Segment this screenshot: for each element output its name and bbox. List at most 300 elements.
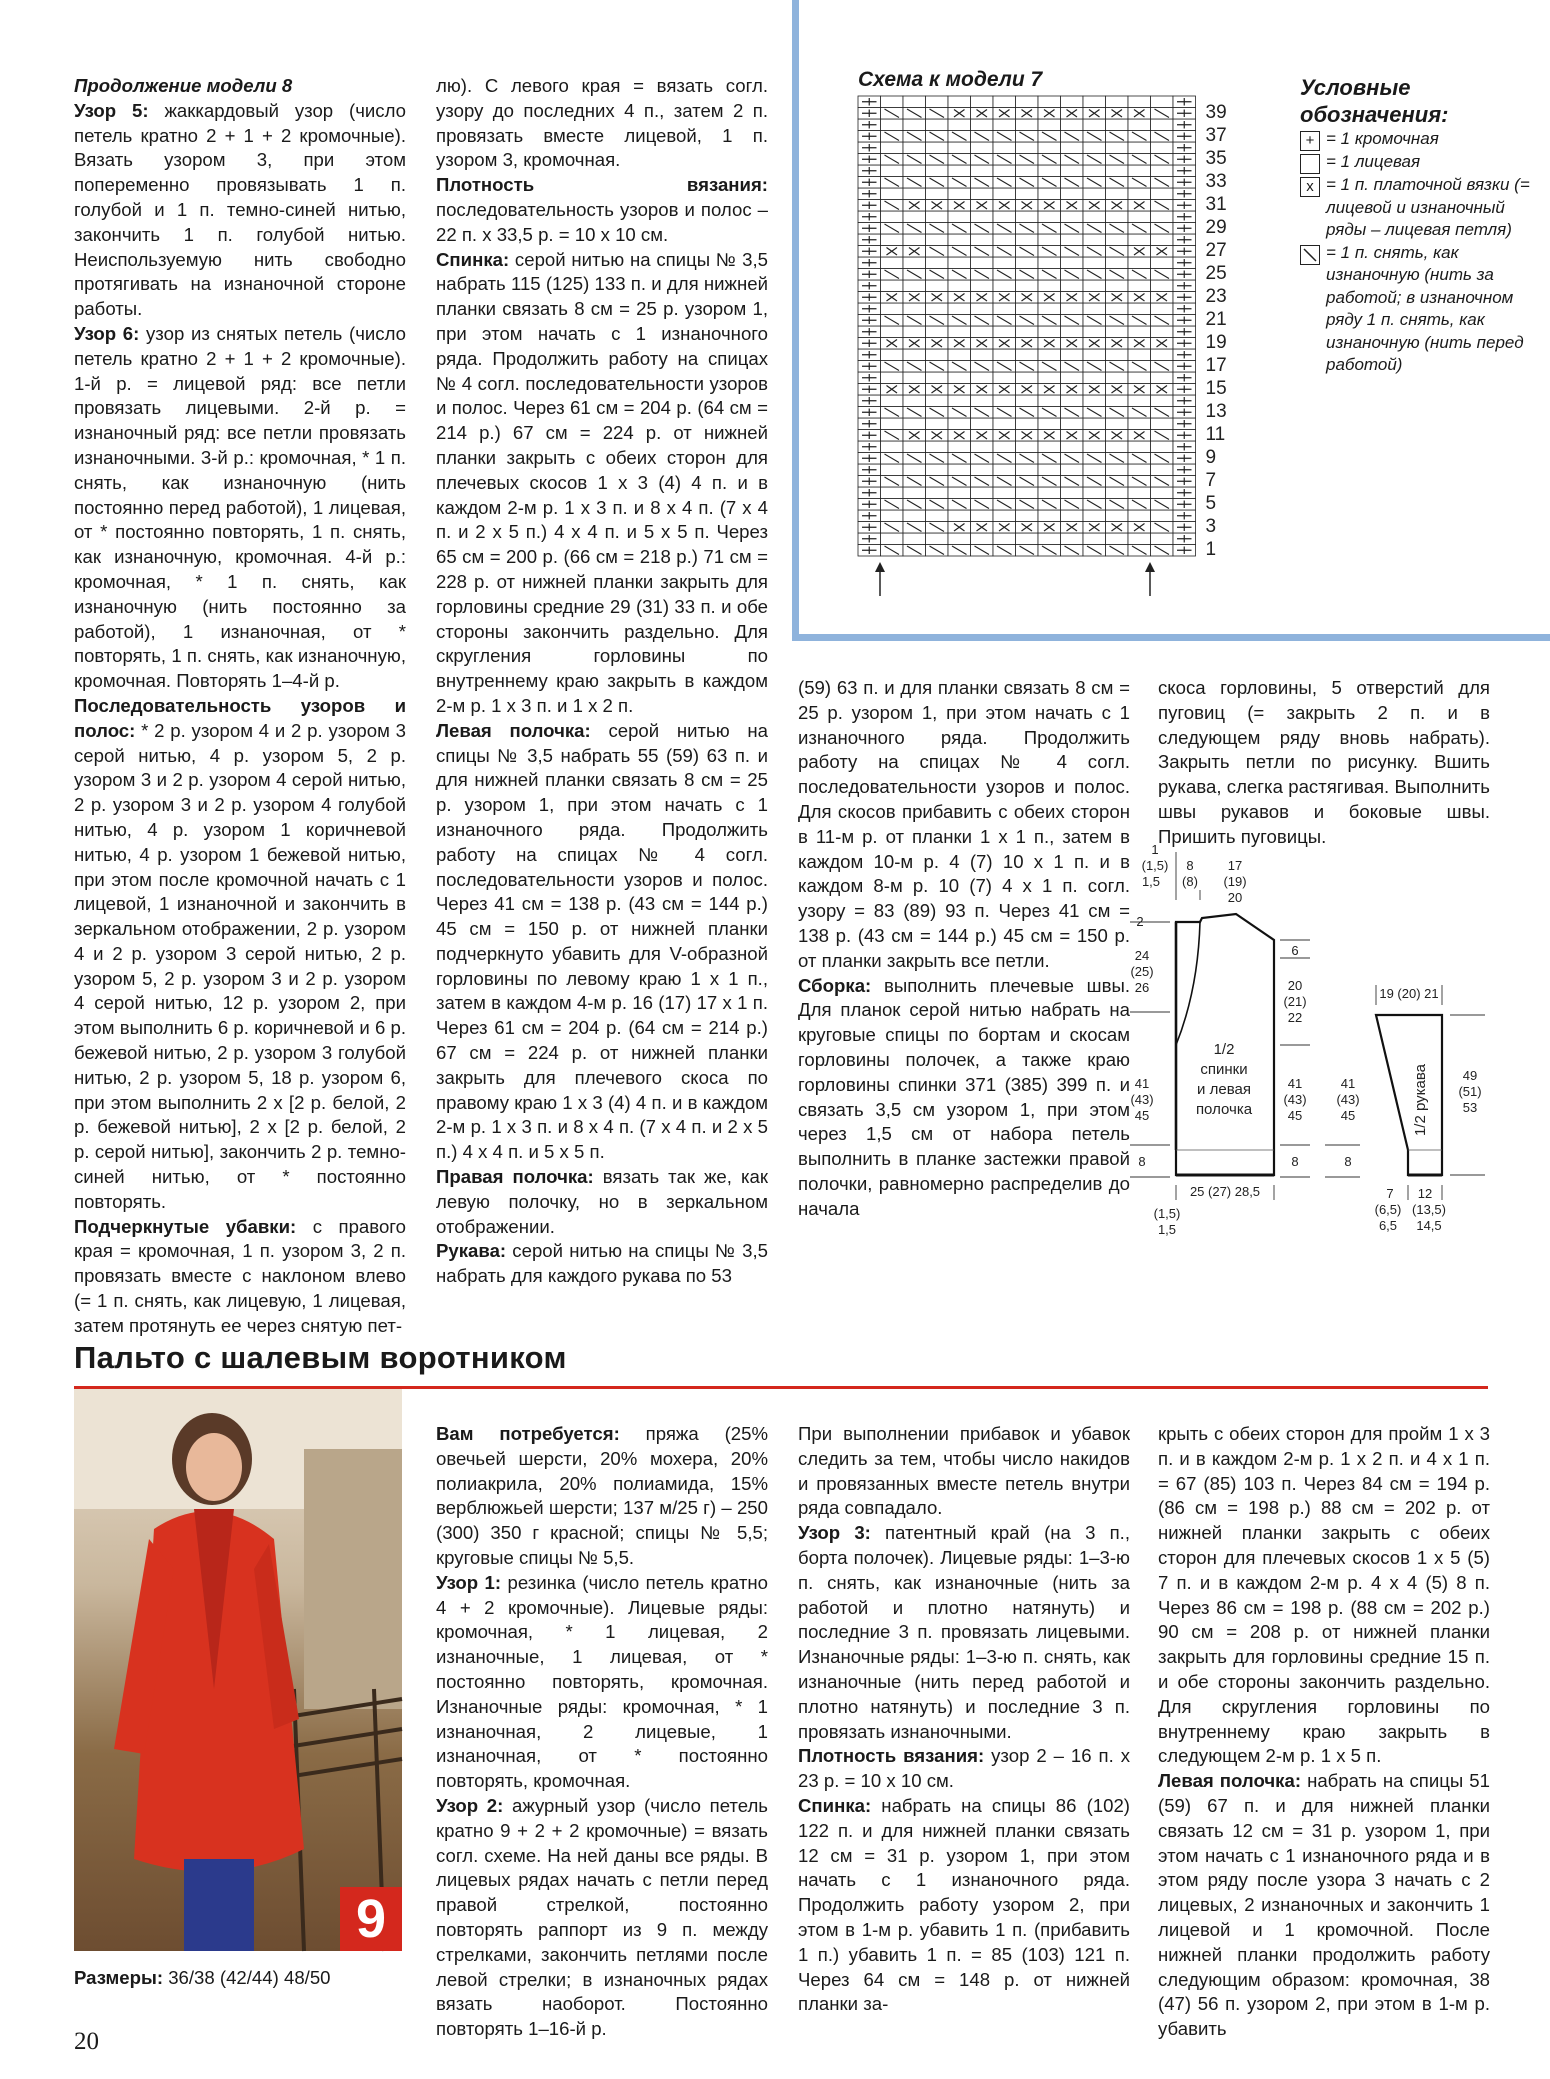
chart-cell xyxy=(1016,257,1039,269)
chart-cell xyxy=(1151,395,1174,407)
chart-cell xyxy=(1128,533,1151,545)
chart-cell xyxy=(881,165,904,177)
chart-cell xyxy=(1151,142,1174,154)
chart-cell xyxy=(1128,96,1151,108)
svg-text:19 (20) 21: 19 (20) 21 xyxy=(1379,986,1439,1001)
chart-cell xyxy=(1128,303,1151,315)
svg-text:12: 12 xyxy=(1417,1186,1433,1201)
chart-cell xyxy=(971,326,994,338)
chart-cell xyxy=(1038,142,1061,154)
chart-cell xyxy=(1061,142,1084,154)
chart-cell xyxy=(1061,280,1084,292)
chart-cell xyxy=(971,464,994,476)
chart-row-number: 19 xyxy=(1205,332,1227,353)
chart-cell xyxy=(993,510,1016,522)
chart-cell xyxy=(926,487,949,499)
chart-cell xyxy=(993,464,1016,476)
chart-row-number: 21 xyxy=(1205,309,1227,330)
chart-cell xyxy=(1016,142,1039,154)
chart-cell xyxy=(1151,464,1174,476)
chart-cell xyxy=(1038,257,1061,269)
chart-cell xyxy=(881,188,904,200)
chart-cell xyxy=(971,418,994,430)
chart-legend xyxy=(1300,74,1530,377)
svg-text:41: 41 xyxy=(1134,1076,1150,1091)
chart-cell xyxy=(993,188,1016,200)
chart-cell xyxy=(1106,280,1129,292)
chart-cell xyxy=(1038,165,1061,177)
chart-cell xyxy=(971,188,994,200)
chart-row-number: 37 xyxy=(1205,125,1227,146)
chart-cell xyxy=(1106,510,1129,522)
chart-cell xyxy=(948,280,971,292)
chart-cell xyxy=(881,349,904,361)
chart-cell xyxy=(926,280,949,292)
chart-cell xyxy=(1106,303,1129,315)
chart-cell xyxy=(1016,119,1039,131)
sleeve-outline xyxy=(1376,1015,1442,1175)
chart-cell xyxy=(1016,349,1039,361)
chart-cell xyxy=(903,510,926,522)
chart-cell xyxy=(971,142,994,154)
chart-cell xyxy=(1151,257,1174,269)
chart-cell xyxy=(1061,349,1084,361)
chart-cell xyxy=(881,280,904,292)
knit-symbol-icon xyxy=(1300,154,1320,174)
chart-cell xyxy=(926,349,949,361)
svg-text:6,5: 6,5 xyxy=(1378,1218,1398,1233)
chart-cell xyxy=(1038,441,1061,453)
chart-cell xyxy=(1061,165,1084,177)
svg-text:1: 1 xyxy=(1151,842,1159,857)
chart-cell xyxy=(903,372,926,384)
chart-cell xyxy=(1151,349,1174,361)
coat-column-1 xyxy=(436,1422,768,2042)
chart-row-number: 5 xyxy=(1205,493,1217,514)
svg-text:14,5: 14,5 xyxy=(1416,1218,1442,1233)
chart-cell xyxy=(881,303,904,315)
paragraph: Узор 2: ажурный узор (число петель кратно 9 + 2 + 2 кромочные) = вязать согл. схеме. На ней даны все ряды. В лицевых рядах начать с петли перед правой стрелкой, постоянно повторять раппорт из 9 п. между стрелками, закончить петлями после левой стрелки; в изнаночных рядах вязать наоборот. Постоянно повторять 1–16-й р. xyxy=(436,1794,768,2040)
chart-cell xyxy=(971,165,994,177)
chart-cell xyxy=(1151,326,1174,338)
chart-row-number: 1 xyxy=(1205,539,1217,560)
svg-text:(43): (43) xyxy=(1283,1092,1307,1107)
chart-cell xyxy=(1038,280,1061,292)
chart-cell xyxy=(1128,487,1151,499)
chart-cell xyxy=(926,418,949,430)
chart-cell xyxy=(881,395,904,407)
chart-cell xyxy=(1151,234,1174,246)
chart-cell xyxy=(881,372,904,384)
svg-text:20: 20 xyxy=(1287,978,1303,993)
chart-frame-bottom xyxy=(792,634,1550,641)
chart-cell xyxy=(1128,119,1151,131)
chart-cell xyxy=(1083,349,1106,361)
chart-cell xyxy=(1061,326,1084,338)
chart-cell xyxy=(1128,234,1151,246)
chart-cell xyxy=(926,165,949,177)
chart-row-number: 25 xyxy=(1205,263,1227,284)
chart-cell xyxy=(1061,510,1084,522)
paragraph: Узор 3: патентный край (на 3 п., борта полочек). Лицевые ряды: 1–3-ю п. снять, как изнаночные (нить за работой и плотно натянуть) и последние 3 п. провязать лицевыми. Изнаночные ряды: 1–3-ю п. снять, как изнаночные (нить перед работой и плотно натянуть) и последние 3 п. провязать изнаночными. xyxy=(798,1522,1130,1742)
chart-cell xyxy=(1061,395,1084,407)
chart-cell xyxy=(1151,510,1174,522)
chart-cell xyxy=(1128,165,1151,177)
section-title: Пальто с шалевым воротником xyxy=(74,1340,567,1375)
chart-cell xyxy=(971,119,994,131)
chart-cell xyxy=(1151,418,1174,430)
chart-cell xyxy=(1106,395,1129,407)
chart-cell xyxy=(1016,165,1039,177)
chart-cell xyxy=(1151,165,1174,177)
chart-cell xyxy=(1151,441,1174,453)
chart-cell xyxy=(926,119,949,131)
chart-cell xyxy=(971,487,994,499)
chart-cell xyxy=(903,395,926,407)
model-photo xyxy=(74,1389,402,1951)
chart-cell xyxy=(948,119,971,131)
chart-row-number: 29 xyxy=(1205,217,1227,238)
chart-cell xyxy=(993,303,1016,315)
chart-cell xyxy=(1083,188,1106,200)
chart-cell xyxy=(1106,119,1129,131)
svg-text:(21): (21) xyxy=(1283,994,1307,1009)
chart-row-number: 7 xyxy=(1205,470,1217,491)
legend-item: = 1 лицевая xyxy=(1300,151,1530,174)
svg-text:6: 6 xyxy=(1291,943,1299,958)
paragraph: Подчеркнутые убавки: с правого края = кромочная, 1 п. узором 3, 2 п. провязать вместе с наклоном влево (= 1 п. снять, как лицевую, 1 лицевая, затем протянуть ее через снятую пет- xyxy=(74,1215,406,1336)
chart-cell xyxy=(1128,349,1151,361)
chart-cell xyxy=(1083,510,1106,522)
chart-cell xyxy=(1061,119,1084,131)
chart-cell xyxy=(1061,211,1084,223)
chart-cell xyxy=(903,165,926,177)
chart-cell xyxy=(1128,510,1151,522)
chart-cell xyxy=(1061,533,1084,545)
chart-cell xyxy=(903,119,926,131)
chart-row-numbers xyxy=(1206,102,1227,560)
chart-cell xyxy=(1016,234,1039,246)
continuation-heading: Продолжение модели 8 xyxy=(74,75,293,96)
svg-text:1,5: 1,5 xyxy=(1141,874,1161,889)
chart-row-number: 13 xyxy=(1205,401,1227,422)
chart-cell xyxy=(1106,234,1129,246)
svg-text:2: 2 xyxy=(1136,914,1144,929)
text-column-1 xyxy=(74,74,406,1339)
chart-cell xyxy=(948,349,971,361)
chart-cell xyxy=(948,188,971,200)
chart-cell xyxy=(1038,119,1061,131)
chart-cell xyxy=(1106,487,1129,499)
svg-text:(19): (19) xyxy=(1223,874,1247,889)
garter-symbol-icon: x xyxy=(1300,177,1320,197)
chart-cell xyxy=(1038,395,1061,407)
chart-cell xyxy=(926,211,949,223)
chart-cell xyxy=(971,257,994,269)
chart-cell xyxy=(1061,372,1084,384)
chart-cell xyxy=(1016,280,1039,292)
chart-cell xyxy=(1061,188,1084,200)
chart-cell xyxy=(948,257,971,269)
chart-cell xyxy=(1106,188,1129,200)
svg-text:(13,5): (13,5) xyxy=(1412,1202,1446,1217)
chart-cell xyxy=(1061,487,1084,499)
chart-cell xyxy=(1016,188,1039,200)
selvage-symbol-icon: + xyxy=(1300,131,1320,151)
paragraph: Спинка: серой нитью на спицы № 3,5 набрать 115 (125) 133 п. и для нижней планки связать 8 см = 25 р. узором 1, при этом начать с 1 изнаночного ряда. Продолжить работу на спицах № 4 согл. последовательности узоров и полос. Через 61 см = 204 р. (64 см = 214 р.) 67 см = 224 р. от нижней планки закрыть с обеих сторон для плечевых скосов 1 х 3 (4) 4 п. и в каждом 2-м р. 1 х 3 п. и 8 х 4 п. (7 х 4 п. и 2 х 5 п.) 4 х 4 п. и 5 х 5 п. Через 65 см = 200 р. (66 см = 218 р.) 71 см = 228 р. от нижней планки закрыть для горловины средние 29 (31) 33 п. и обе стороны закончить раздельно. Для скругления горловины по внутреннему краю закрыть в каждом 2-м р. 1 х 3 п. и 1 х 2 п. xyxy=(436,248,768,716)
chart-cell xyxy=(903,441,926,453)
svg-text:22: 22 xyxy=(1287,1010,1303,1025)
chart-cell xyxy=(993,234,1016,246)
chart-cell xyxy=(926,533,949,545)
chart-cell xyxy=(1016,395,1039,407)
chart-cell xyxy=(1106,418,1129,430)
chart-cell xyxy=(993,142,1016,154)
paragraph: Плотность вязания: узор 2 – 16 п. х 23 р. = 10 х 10 см. xyxy=(798,1745,1130,1792)
chart-cell xyxy=(1151,303,1174,315)
chart-row-number: 9 xyxy=(1205,447,1217,468)
coat-column-3 xyxy=(1158,1422,1490,2042)
chart-cell xyxy=(1128,464,1151,476)
chart-cell xyxy=(1128,280,1151,292)
chart-cell xyxy=(1083,211,1106,223)
chart-cell xyxy=(903,464,926,476)
paragraph: Левая полочка: набрать на спицы 51 (59) 67 п. и для нижней планки связать 12 см = 31 р. узором 1, при этом начать с 1 изнаночного ряда и в этом ряду после узора 3 начать с 2 лицевых, 2 изнаночных и закончить 1 лицевой и 1 кромочной. После нижней планки продолжить работу следующим образом: кромочная, 38 (47) 56 п. узором 2, при этом в 1-м р. убавить xyxy=(1158,1770,1490,2040)
chart-cell xyxy=(971,96,994,108)
svg-text:41: 41 xyxy=(1340,1076,1356,1091)
chart-cell xyxy=(1038,188,1061,200)
chart-cell xyxy=(993,349,1016,361)
chart-cell xyxy=(926,326,949,338)
chart-cell xyxy=(926,395,949,407)
chart-cell xyxy=(1061,441,1084,453)
chart-cell xyxy=(881,418,904,430)
chart-cell xyxy=(1151,280,1174,292)
svg-text:49: 49 xyxy=(1462,1068,1478,1083)
chart-cell xyxy=(993,257,1016,269)
paragraph: Узор 5: жаккардовый узор (число петель кратно 2 + 1 + 2 кромочные). Вязать узором 3, при этом попеременно провязывать 1 п. голубой и 1 п. темно-синей нитью, закончить 1 п. голубой нитью. Неиспользуемую нить свободно протягивать на изнаночной стороне работы. xyxy=(74,99,406,320)
paragraph: Узор 1: резинка (число петель кратно 4 + 2 кромочные). Лицевые ряды: кромочная, * 1 лицевая, 2 изнаночные, 1 лицевая, от * постоянно повторять, кромочная. Изнаночные ряды: кромочная, * 1 изнаночная, 2 лицевые, 1 изнаночная, от * постоянно повторять, кромочная. xyxy=(436,1571,768,1792)
chart-cell xyxy=(903,96,926,108)
chart-cell xyxy=(993,280,1016,292)
sizes: Размеры: 36/38 (42/44) 48/50 xyxy=(74,1967,331,1988)
chart-cell xyxy=(948,234,971,246)
chart-cell xyxy=(971,303,994,315)
chart-cell xyxy=(948,395,971,407)
chart-arrows xyxy=(875,562,1155,596)
chart-cell xyxy=(993,418,1016,430)
paragraph: (59) 63 п. и для планки связать 8 см = 25 р. узором 1, при этом начать с 1 изнаночного ряда. Продолжить работу на спицах № 4 согл. последовательности узоров и полос. Для скосов прибавить с обеих сторон в 11-м р. от планки 1 х 1 п., затем в каждом 10-м р. 4 (7) 10 х 1 п. и в каждом 8-м р. 10 (7) 4 х 1 п. согл. узору = 83 (89) 93 п. Через 41 см = 138 р. (43 см = 144 р.) 45 см = 150 р. от планки закрыть все петли. xyxy=(798,677,1130,971)
chart-cell xyxy=(1151,96,1174,108)
chart-cell xyxy=(948,165,971,177)
knitting-chart xyxy=(850,96,1227,596)
chart-cell xyxy=(926,441,949,453)
chart-cell xyxy=(1083,257,1106,269)
svg-text:20: 20 xyxy=(1227,890,1243,905)
coat-column-2 xyxy=(798,1422,1130,2017)
chart-cell xyxy=(1106,96,1129,108)
svg-text:(1,5): (1,5) xyxy=(1153,1206,1181,1221)
chart-cell xyxy=(1083,372,1106,384)
chart-cell xyxy=(1151,211,1174,223)
chart-row-number: 17 xyxy=(1205,355,1227,376)
chart-cell xyxy=(1106,142,1129,154)
chart-cell xyxy=(1038,234,1061,246)
model-number-badge: 9 xyxy=(340,1887,402,1951)
chart-cell xyxy=(993,441,1016,453)
chart-cell xyxy=(1083,119,1106,131)
chart-cell xyxy=(948,533,971,545)
chart-cell xyxy=(1016,372,1039,384)
chart-cell xyxy=(1038,464,1061,476)
chart-cell xyxy=(971,533,994,545)
chart-cell xyxy=(881,326,904,338)
text-column-3 xyxy=(798,676,1130,1222)
chart-cell xyxy=(1061,96,1084,108)
chart-cell xyxy=(881,257,904,269)
chart-cell xyxy=(881,96,904,108)
chart-cell xyxy=(948,441,971,453)
chart-cell xyxy=(993,487,1016,499)
chart-cell xyxy=(948,96,971,108)
svg-text:(51): (51) xyxy=(1458,1084,1482,1099)
text-column-4 xyxy=(1158,676,1490,850)
chart-cell xyxy=(971,234,994,246)
chart-cell xyxy=(993,326,1016,338)
svg-text:8: 8 xyxy=(1291,1154,1299,1169)
chart-grid xyxy=(858,96,1196,556)
chart-cell xyxy=(1083,441,1106,453)
chart-cell xyxy=(971,211,994,223)
chart-cell xyxy=(1083,326,1106,338)
chart-cell xyxy=(1083,487,1106,499)
chart-cell xyxy=(903,349,926,361)
chart-row-number: 39 xyxy=(1205,102,1227,123)
body-label: спинки xyxy=(1200,1061,1248,1078)
chart-cell xyxy=(1106,326,1129,338)
chart-cell xyxy=(926,188,949,200)
chart-cell xyxy=(1151,119,1174,131)
chart-cell xyxy=(1151,487,1174,499)
chart-cell xyxy=(1106,165,1129,177)
chart-cell xyxy=(926,96,949,108)
chart-row-number: 27 xyxy=(1205,240,1227,261)
legend-item: = 1 п. снять, как изнаночную (нить за работой; в изнаночном ряду 1 п. снять, как изнаночную (нить перед работой) xyxy=(1300,242,1530,377)
chart-cell xyxy=(1061,303,1084,315)
chart-cell xyxy=(903,303,926,315)
chart-cell xyxy=(993,165,1016,177)
chart-cell xyxy=(948,372,971,384)
woman-in-red-coat-image xyxy=(74,1389,402,1951)
svg-text:(25): (25) xyxy=(1130,964,1154,979)
chart-cell xyxy=(1128,211,1151,223)
chart-cell xyxy=(1151,188,1174,200)
chart-cell xyxy=(926,372,949,384)
chart-cell xyxy=(948,487,971,499)
svg-text:(43): (43) xyxy=(1130,1092,1154,1107)
chart-cell xyxy=(881,142,904,154)
chart-cell xyxy=(1038,418,1061,430)
chart-cell xyxy=(903,234,926,246)
chart-row-number: 11 xyxy=(1205,424,1226,445)
paragraph: Последовательность узоров и полос: * 2 р. узором 4 и 2 р. узором 3 серой нитью, 4 р. узором 5, 2 р. узором 3 и 2 р. узором 4 серой нитью, 2 р. узором 3 и 2 р. узором 4 голубой нитью, 4 р. узором 1 коричневой нитью, 4 р. узором 1 бежевой нитью, при этом после кромочной начать с 1 лицевой, 1 изнаночной и закончить в зеркальном отображении, 2 р. узором 4 и 2 р. узором 3 серой нитью, 2 р. узором 5, 2 р. узором 3 и 2 р. узором 4 серой нитью, 12 р. узором 2, при этом выполнить 6 р. коричневой и 6 р. бежевой нитью, 2 р. узором 3 голубой нитью, 2 р. узором 5, 18 р. узором 6, при этом выполнить 2 х [2 р. белой, 2 р. бежевой нитью], 2 х [2 р. белой, 2 р. серой нитью], закончить 2 р. темно-синей нитью, от * постоянно повторять. xyxy=(74,694,406,1212)
sleeve-label: 1/2 рукава xyxy=(1412,1063,1429,1137)
chart-cell xyxy=(971,280,994,292)
chart-cell xyxy=(1128,257,1151,269)
chart-cell xyxy=(881,510,904,522)
paragraph: Вам потребуется: пряжа (25% овечьей шерсти, 20% мохера, 20% полиакрила, 20% полиамида, 15% верблюжьей шерсти; 137 м/25 г) – 250 (300) 350 г красной; спицы № 5,5; круговые спицы № 5,5. xyxy=(436,1423,768,1568)
chart-row-number: 31 xyxy=(1205,194,1227,215)
chart-cell xyxy=(1106,372,1129,384)
chart-cell xyxy=(926,142,949,154)
chart-cell xyxy=(993,211,1016,223)
chart-cell xyxy=(1083,395,1106,407)
chart-cell xyxy=(1016,303,1039,315)
chart-cell xyxy=(881,234,904,246)
chart-cell xyxy=(948,211,971,223)
svg-text:53: 53 xyxy=(1462,1100,1478,1115)
chart-cell xyxy=(971,372,994,384)
svg-text:7: 7 xyxy=(1386,1186,1394,1201)
chart-cell xyxy=(903,188,926,200)
chart-cell xyxy=(903,533,926,545)
svg-text:8: 8 xyxy=(1138,1154,1146,1169)
chart-cell xyxy=(948,326,971,338)
chart-cell xyxy=(881,119,904,131)
slip-symbol-icon xyxy=(1300,245,1320,265)
chart-cell xyxy=(926,234,949,246)
chart-cell xyxy=(1016,96,1039,108)
chart-cell xyxy=(926,257,949,269)
chart-cell xyxy=(1038,96,1061,108)
chart-cell xyxy=(993,96,1016,108)
chart-cell xyxy=(881,211,904,223)
paragraph: При выполнении прибавок и убавок следить за тем, чтобы число накидов и провязанных вместе петель внутри ряда совпадало. xyxy=(798,1423,1130,1519)
chart-cell xyxy=(1016,211,1039,223)
chart-cell xyxy=(1083,234,1106,246)
svg-text:8: 8 xyxy=(1186,858,1194,873)
chart-cell xyxy=(1128,395,1151,407)
chart-row-number: 35 xyxy=(1205,148,1227,169)
chart-cell xyxy=(1106,349,1129,361)
chart-row-number: 23 xyxy=(1205,286,1227,307)
chart-cell xyxy=(1061,234,1084,246)
chart-cell xyxy=(1128,441,1151,453)
paragraph: Узор 6: узор из снятых петель (число петель кратно 2 + 1 + 2 кромочные). 1-й р. = лицевой ряд: все петли провязать лицевыми. 2-й р. = изнаночный ряд: все петли провязать изнаночными. 3-й р.: кромочная, * 1 п. снять, как изнаночную (нить постоянно перед работой), 1 лицевая, от * постоянно повторять, 1 п. снять, как изнаночную, кромочная. 4-й р.: кромочная, * 1 п. снять, как изнаночную (нить постоянно за работой), 1 изнаночная, от * повторять, 1 п. снять, как изнаночную, кромочная. Повторять 1–4-й р. xyxy=(74,322,406,692)
chart-cell xyxy=(1083,96,1106,108)
chart-cell xyxy=(1106,211,1129,223)
chart-cell xyxy=(881,487,904,499)
chart-cell xyxy=(1061,464,1084,476)
chart-cell xyxy=(1038,487,1061,499)
chart-cell xyxy=(1038,510,1061,522)
svg-text:26: 26 xyxy=(1134,980,1150,995)
chart-cell xyxy=(1038,211,1061,223)
chart-frame-left xyxy=(792,0,799,641)
chart-cell xyxy=(1151,533,1174,545)
chart-cell xyxy=(1106,257,1129,269)
chart-cell xyxy=(1128,188,1151,200)
chart-cell xyxy=(881,464,904,476)
neck-line xyxy=(1176,922,1200,1045)
chart-cell xyxy=(1128,326,1151,338)
svg-text:45: 45 xyxy=(1287,1108,1303,1123)
chart-cell xyxy=(881,533,904,545)
legend-heading: Условные обозначения: xyxy=(1300,75,1449,127)
chart-row-number: 3 xyxy=(1205,516,1217,537)
paragraph: Левая полочка: серой нитью на спицы № 3,5 набрать 55 (59) 63 п. и для нижней планки связать 8 см = 25 р. узором 1, при этом начать с 1 изнаночного ряда. Продолжить работу на спицах № 4 согл. последовательности узоров и полос. Через 41 см = 138 р. (43 см = 144 р.) 45 см = 150 р. от нижней планки подчеркнуто убавить для V-образной горловины по левому краю 1 х 1 п., затем в каждом 4-м р. 16 (17) 17 х 1 п. Через 61 см = 204 р. (64 см = 214 р.) 67 см = 224 р. от нижней планки закрыть для плечевого скоса по правому краю 1 х 3 (4) 4 п. и в каждом 2-м р. 1 х 3 п. и 8 х 4 п. (7 х 4 п. и 2 х 5 п.) 4 х 4 п. и 5 х 5 п. xyxy=(436,719,768,1163)
chart-cell xyxy=(1083,280,1106,292)
